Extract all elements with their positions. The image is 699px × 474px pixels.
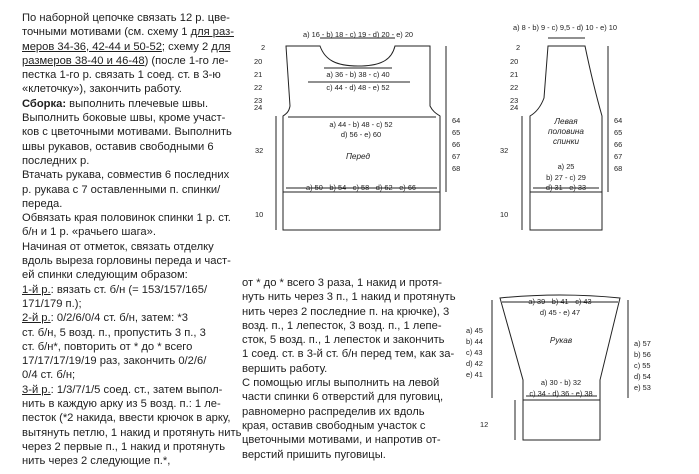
front-neck-width: a) 36 - b) 38 - c) 40 xyxy=(326,70,390,79)
back-width: d) 31 - e) 33 xyxy=(545,183,587,192)
front-left-num: 24 xyxy=(254,103,263,112)
back-width: a) 25 xyxy=(557,162,575,171)
back-right-num: 67 xyxy=(614,152,623,161)
middle-line: цветочными мотивами, и напротив от- xyxy=(242,434,441,447)
row-1-line: 1-й р.: вязать ст. б/н (= 153/157/165/ xyxy=(22,283,208,296)
intro-line: меров 34-36, 42-44 и 50-52; схему 2 для xyxy=(22,40,231,53)
back-title: спинки xyxy=(552,137,580,146)
middle-line: края, оставив свободным участок с xyxy=(242,419,426,432)
back-left-num: 2 xyxy=(516,43,521,52)
sleeve-left-num: a) 45 xyxy=(466,326,483,335)
sleeve-top-width: a) 39 - b) 41 - c) 43 xyxy=(528,297,592,306)
intro-line: По наборной цепочке связать 12 р. цве- xyxy=(22,12,230,24)
front-right-num: 66 xyxy=(452,140,461,149)
row-3-line: нить через 2 следующие п.*, xyxy=(22,455,171,468)
front-left-length: 32 xyxy=(255,146,264,155)
assembly-line: швы рукавов, оставив свободными 6 xyxy=(22,140,214,153)
middle-line: 1 соед. ст. в 3-й ст. б/н перед тем, как за- xyxy=(242,348,455,361)
row-2-line: 17/17/17/19/19 раз, закончить 0/2/6/ xyxy=(22,355,207,368)
sleeve-cuff: 12 xyxy=(480,420,489,429)
front-left-num: 22 xyxy=(254,83,263,92)
assembly-heading: Сборка: xyxy=(22,97,67,110)
middle-line: вершить работу. xyxy=(242,362,328,375)
intro-line: точными мотивами (см. схему 1 для раз- xyxy=(22,26,234,39)
row-1-label: 1-й р. xyxy=(22,283,51,296)
middle-line: равномерно распределив их вдоль xyxy=(242,405,425,418)
edge-line: Обвязать края половинок спинки 1 р. ст. xyxy=(22,212,231,225)
front-neck-width-2: c) 44 - d) 48 - e) 52 xyxy=(326,83,390,92)
front-left-num: 2 xyxy=(261,43,266,52)
back-right-num: 64 xyxy=(614,116,623,125)
back-width: b) 27 - c) 29 xyxy=(546,173,586,182)
middle-line: части спинки 6 отверстий для пуговиц, xyxy=(242,391,444,404)
front-title: Перед xyxy=(345,152,371,161)
row-2-label: 2-й р. xyxy=(22,312,51,325)
row-2-line: 0/4 ст. б/н; xyxy=(22,369,76,382)
back-right-num: 65 xyxy=(614,128,623,137)
back-title: Левая xyxy=(554,117,578,126)
back-left-num: 23 xyxy=(510,96,519,105)
sleeve-left-num: c) 43 xyxy=(466,348,483,357)
sleeve-right-num: b) 56 xyxy=(634,350,651,359)
row-3-label: 3-й р. xyxy=(22,383,51,396)
back-left-length: 32 xyxy=(500,146,509,155)
sleeve-bottom-width: a) 30 - b) 32 xyxy=(540,378,582,387)
back-top-width: a) 8 - b) 9 - c) 9,5 - d) 10 - e) 10 xyxy=(513,23,617,32)
middle-line: нить через 2 последние п. на крючке), 3 xyxy=(242,305,450,318)
front-left-num: 21 xyxy=(254,70,263,79)
row-2-line: 2-й р.: 0/2/6/0/4 ст. б/н, затем: *3 xyxy=(22,312,188,325)
row-1-line: 171/179 п.); xyxy=(22,297,82,310)
sleeve-left-num: b) 44 xyxy=(466,337,483,346)
row-3-line: нить в каждую арку из 5 возд. п.: 1 ле- xyxy=(22,398,221,411)
row-2-line: ст. б/н, 5 возд. п., пропустить 3 п., 3 xyxy=(22,326,206,339)
front-mid-width-2: d) 56 - e) 60 xyxy=(340,130,382,139)
middle-line: нуть нить через 3 п., 1 накид и протянуть xyxy=(242,291,456,304)
back-left-num: 22 xyxy=(510,83,519,92)
row-3-line: через 2 первые п., 1 накид и протянуть xyxy=(22,440,226,453)
middle-line: возд. п., 1 лепесток, 3 возд. п., 1 лепе- xyxy=(242,319,442,332)
finish-line: Начиная от отметок, связать отделку xyxy=(22,240,214,253)
back-left-num: 20 xyxy=(510,57,519,66)
finish-line: ей спинки следующим образом: xyxy=(22,269,188,282)
size-link: для раз- xyxy=(190,26,234,39)
sleeve-bottom-width-2: c) 34 - d) 36 - e) 38 xyxy=(529,389,593,398)
intro-line: пестка 1-го р. связать 1 соед. ст. в 3-ю xyxy=(22,69,221,82)
back-left-num: 24 xyxy=(510,103,519,112)
front-right-num: 68 xyxy=(452,164,461,173)
sleeve-left-num: e) 41 xyxy=(466,370,483,379)
back-right-num: 66 xyxy=(614,140,623,149)
back-left-num: 21 xyxy=(510,70,519,79)
intro-line: «клеточку»), закончить работу. xyxy=(22,83,182,96)
middle-line: С помощью иглы выполнить на левой xyxy=(242,377,440,390)
assembly-text: выполнить плечевые швы. xyxy=(66,97,209,110)
sleeve-line: р. рукава с 7 оставленными п. спинки/ xyxy=(22,183,221,196)
front-hem: 10 xyxy=(255,210,264,219)
front-mid-width: a) 44 - b) 48 - c) 52 xyxy=(329,120,393,129)
sleeve-title: Рукав xyxy=(549,336,573,345)
front-top-width: a) 16 - b) 18 - c) 19 - d) 20 - e) 20 xyxy=(302,30,414,39)
front-right-num: 67 xyxy=(452,152,461,161)
sleeve-right-num: e) 53 xyxy=(634,383,651,392)
intro-line: размеров 38-40 и 46-48) (после 1-го ле- xyxy=(22,54,229,67)
edge-line: б/н и 1 р. «рачьего шага». xyxy=(22,226,156,239)
row-3-line: песток (*2 накида, ввести крючок в арку, xyxy=(22,412,231,425)
front-right-num: 64 xyxy=(452,116,461,125)
middle-line: сток, 5 возд. п., 1 лепесток и закончить xyxy=(242,334,445,347)
row-3-line: вытянуть петлю, 1 накид и протянуть нить xyxy=(22,426,242,439)
assembly-line: Выполнить боковые швы, кроме участ- xyxy=(22,112,226,125)
sleeve-line: Втачать рукава, совместив 6 последних xyxy=(22,169,230,182)
size-link: размеров 38-40 и 46-48 xyxy=(22,54,145,67)
front-left-num: 20 xyxy=(254,57,263,66)
sleeve-right-num: a) 57 xyxy=(634,339,651,348)
front-bottom-width: a) 50 - b) 54 - c) 58 - d) 62 - e) 66 xyxy=(305,183,417,192)
size-link: для xyxy=(211,40,231,53)
back-right-num: 68 xyxy=(614,164,623,173)
assembly-line: последних р. xyxy=(22,154,90,167)
row-3-line: 3-й р.: 1/3/7/1/5 соед. ст., затем выпол- xyxy=(22,383,223,396)
middle-line: от * до * всего 3 раза, 1 накид и протя- xyxy=(242,277,443,289)
sleeve-right-num: c) 55 xyxy=(634,361,651,370)
sleeve-left-num: d) 42 xyxy=(466,359,483,368)
assembly-line: ков с цветочными мотивами. Выполнить xyxy=(22,126,232,139)
sleeve-line: переда. xyxy=(22,197,63,210)
size-link: меров 34-36, 42-44 и 50-52; xyxy=(22,40,166,53)
back-title: половина xyxy=(548,127,584,136)
sleeve-top-width-2: d) 45 - e) 47 xyxy=(539,308,581,317)
sleeve-right-num: d) 54 xyxy=(634,372,651,381)
row-2-line: ст. б/н*, повторить от * до * всего xyxy=(22,340,193,353)
front-right-num: 65 xyxy=(452,128,461,137)
back-hem: 10 xyxy=(500,210,509,219)
finish-line: вдоль выреза горловины переда и част- xyxy=(22,255,231,268)
front-left-num: 23 xyxy=(254,96,263,105)
middle-line: верстий пришить пуговицы. xyxy=(242,448,386,461)
